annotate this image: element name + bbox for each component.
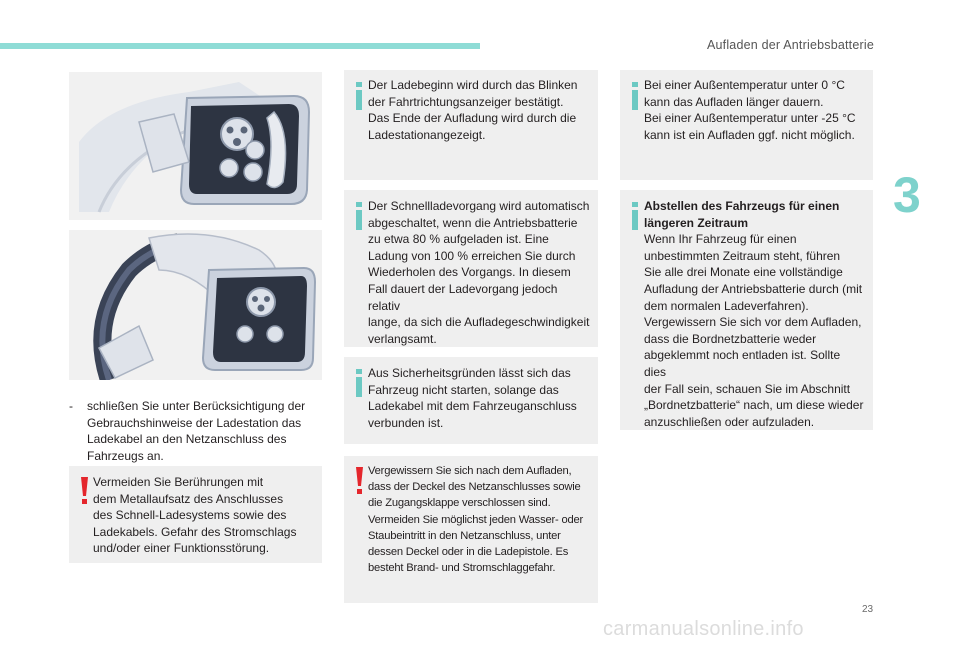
info-text xyxy=(644,77,865,143)
text-line: Der Schnellladevorgang wird automatisch xyxy=(368,199,590,213)
text-line: Aus Sicherheitsgründen lässt sich das xyxy=(368,366,571,380)
bullet-dash: - xyxy=(69,399,73,413)
info-text xyxy=(368,198,590,347)
page-number: 23 xyxy=(862,604,874,615)
text-line: dass der Deckel des Netzanschlusses sowie xyxy=(368,481,581,494)
chapter-number: 3 xyxy=(893,167,921,223)
illustration-cable-connected xyxy=(69,230,322,380)
text-line: abgeschaltet, wenn die Antriebsbatterie xyxy=(368,215,578,230)
info-box-temperature xyxy=(620,70,873,180)
text-line: dem normalen Ladeverfahren). xyxy=(644,298,809,313)
text-line: verbunden ist. xyxy=(368,415,444,430)
info-box-fast-charging xyxy=(344,190,598,347)
warning-box-touch xyxy=(69,466,322,563)
info-i-icon xyxy=(628,82,642,110)
text-line: dass die Bordnetzbatterie weder xyxy=(644,331,817,346)
text-line: Das Ende der Aufladung wird durch die xyxy=(368,111,577,126)
text-line: Bei einer Außentemperatur unter -25 °C xyxy=(644,111,856,126)
text-line: Ladestationangezeigt. xyxy=(368,127,486,142)
text-line: Sie alle drei Monate eine vollständige xyxy=(644,265,843,280)
instruction-line: Fahrzeugs an. xyxy=(87,448,164,463)
text-line: Ladekabels. Gefahr des Stromschlags xyxy=(93,524,297,539)
text-line: Wiederholen des Vorgangs. In diesem xyxy=(368,265,571,280)
warning-text xyxy=(368,463,590,576)
info-title-line: Abstellen des Fahrzeugs für einen xyxy=(644,199,840,213)
instruction-line: schließen Sie unter Berücksichtigung der xyxy=(87,399,306,413)
info-text xyxy=(368,77,590,143)
text-line: Vermeiden Sie Berührungen mit xyxy=(93,475,264,489)
info-i-icon xyxy=(352,369,366,397)
text-line: dem Metallaufsatz des Anschlusses xyxy=(93,491,284,506)
instruction-text xyxy=(87,398,319,464)
warning-text xyxy=(93,474,314,557)
instruction-connect-cable xyxy=(69,398,319,464)
text-line: besteht Brand- und Stromschlaggefahr. xyxy=(368,562,556,575)
text-line: „Bordnetzbatterie“ nach, um diese wieder xyxy=(644,398,864,413)
watermark: carmanualsonline.info xyxy=(603,618,804,640)
illustration-open-charging-socket xyxy=(69,72,322,220)
text-line: verlangsamt. xyxy=(368,331,437,346)
text-line: kann ist ein Aufladen ggf. nicht möglich. xyxy=(644,127,855,142)
section-title: Aufladen der Antriebsbatterie xyxy=(706,38,874,52)
text-line: Fahrzeug nicht starten, solange das xyxy=(368,382,559,397)
text-line: lange, da sich die Aufladegeschwindigkeit xyxy=(368,315,590,330)
warning-exclamation-icon xyxy=(77,477,91,505)
info-box-safety xyxy=(344,357,598,444)
text-line: Ladekabel mit dem Fahrzeuganschluss xyxy=(368,399,577,414)
text-line: Wenn Ihr Fahrzeug für einen xyxy=(644,232,797,247)
warning-box-flap xyxy=(344,456,598,603)
text-line: kann das Aufladen länger dauern. xyxy=(644,94,824,109)
text-line: dessen Deckel oder in die Ladepistole. Es xyxy=(368,546,569,559)
text-line: Aufladung der Antriebsbatterie durch (mit xyxy=(644,281,863,296)
text-line: zu etwa 80 % aufgeladen ist. Eine xyxy=(368,232,549,247)
text-line: Staubeintritt in den Netzanschluss, unter xyxy=(368,529,561,542)
warning-exclamation-icon xyxy=(352,467,366,495)
info-text xyxy=(644,198,865,430)
info-title-line: längeren Zeitraum xyxy=(644,215,749,230)
text-line: der Fahrtrichtungsanzeiger bestätigt. xyxy=(368,94,564,109)
text-line: abgeklemmt noch entladen ist. Sollte dies xyxy=(644,348,841,379)
instruction-line: Gebrauchshinweise der Ladestation das xyxy=(87,415,302,430)
text-line: und/oder einer Funktionsstörung. xyxy=(93,541,270,556)
text-line: Ladung von 100 % erreichen Sie durch xyxy=(368,248,576,263)
info-box-long-parking xyxy=(620,190,873,430)
text-line: Vergewissern Sie sich nach dem Aufladen, xyxy=(368,465,572,477)
text-line: Vermeiden Sie möglichst jeden Wasser- oder xyxy=(368,513,584,526)
text-line: Der Ladebeginn wird durch das Blinken xyxy=(368,78,578,92)
text-line: anzuschließen oder aufzuladen. xyxy=(644,414,815,429)
header-accent-bar xyxy=(0,43,480,49)
text-line: unbestimmten Zeitraum steht, führen xyxy=(644,248,841,263)
info-box-charging-start xyxy=(344,70,598,180)
text-line: Bei einer Außentemperatur unter 0 °C xyxy=(644,78,845,92)
text-line: der Fall sein, schauen Sie im Abschnitt xyxy=(644,381,851,396)
instruction-line: Ladekabel an den Netzanschluss des xyxy=(87,432,287,447)
info-i-icon xyxy=(352,202,366,230)
text-line: Vergewissern Sie sich vor dem Aufladen, xyxy=(644,315,862,330)
text-line: Fall dauert der Ladevorgang jedoch relativ xyxy=(368,281,558,313)
text-line: des Schnell-Ladesystems sowie des xyxy=(93,508,287,523)
info-text xyxy=(368,365,590,431)
text-line: die Zugangsklappe verschlossen sind. xyxy=(368,497,551,510)
info-i-icon xyxy=(628,202,642,230)
info-i-icon xyxy=(352,82,366,110)
